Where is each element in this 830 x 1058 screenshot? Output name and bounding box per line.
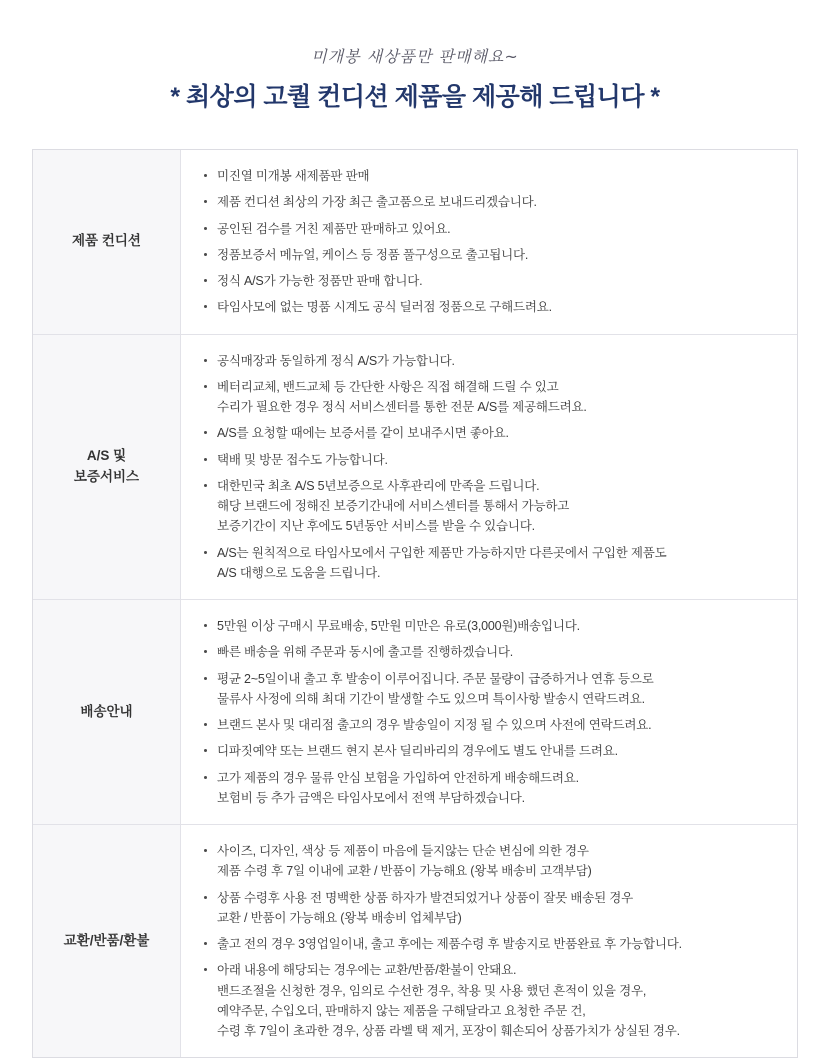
- list-item: 공인된 검수를 거친 제품만 판매하고 있어요.: [203, 219, 779, 239]
- bullet-list: [203, 351, 779, 584]
- table-row: [33, 335, 797, 601]
- list-item: 정식 A/S가 가능한 정품만 판매 합니다.: [203, 271, 779, 291]
- row-body-product-condition: [181, 150, 797, 334]
- bullet-list: [203, 166, 779, 318]
- table-row: [33, 825, 797, 1057]
- list-item: 사이즈, 디자인, 색상 등 제품이 마음에 들지않는 단순 변심에 의한 경우 제품 수령 후 7일 이내에 교환 / 반품이 가능해요 (왕복 배송비 고객부담): [203, 841, 779, 882]
- table-row: [33, 600, 797, 825]
- policy-table: [32, 149, 798, 1058]
- table-row: [33, 150, 797, 335]
- list-item: 공식매장과 동일하게 정식 A/S가 가능합니다.: [203, 351, 779, 371]
- list-item: 제품 컨디션 최상의 가장 최근 출고품으로 보내드리겠습니다.: [203, 192, 779, 212]
- row-label-shipping: 배송안내: [33, 600, 181, 824]
- page-title: * 최상의 고퀄 컨디션 제품을 제공해 드립니다 *: [170, 83, 660, 111]
- row-label-product-condition: 제품 컨디션: [33, 150, 181, 334]
- header-script-line: 미개봉 새상품만 판매해요~: [311, 47, 519, 66]
- list-item: 디파짓예약 또는 브랜드 현지 본사 딜리바리의 경우에도 별도 안내를 드려요.: [203, 741, 779, 761]
- list-item: A/S를 요청할 때에는 보증서를 같이 보내주시면 좋아요.: [203, 423, 779, 443]
- row-label-exchange-return-refund: 교환/반품/환불: [33, 825, 181, 1057]
- list-item: 대한민국 최초 A/S 5년보증으로 사후관리에 만족을 드립니다. 해당 브랜드에 정해진 보증기간내에 서비스센터를 통해서 가능하고 보증기간이 지난 후에도 5년동안 서비스를 받을 수 있습니다.: [203, 476, 779, 537]
- row-body-shipping: [181, 600, 797, 824]
- list-item: 브랜드 본사 및 대리점 출고의 경우 발송일이 지정 될 수 있으며 사전에 연락드려요.: [203, 715, 779, 735]
- page-header: [32, 0, 798, 113]
- list-item: 베터리교체, 밴드교체 등 간단한 사항은 직접 해결해 드릴 수 있고 수리가 필요한 경우 정식 서비스센터를 통한 전문 A/S를 제공해드려요.: [203, 377, 779, 418]
- list-item: 상품 수령후 사용 전 명백한 상품 하자가 발견되었거나 상품이 잘못 배송된 경우 교환 / 반품이 가능해요 (왕복 배송비 업체부담): [203, 888, 779, 929]
- row-body-exchange-return-refund: [181, 825, 797, 1057]
- bullet-list: [203, 616, 779, 808]
- bullet-list: [203, 841, 779, 1041]
- list-item: 아래 내용에 해당되는 경우에는 교환/반품/환불이 안돼요. 밴드조절을 신청한 경우, 임의로 수선한 경우, 착용 및 사용 했던 흔적이 있을 경우, 예약주문, 수입오더, 판매하지 않는 제품을 구해달라고 요청한 주문 건, 수령 후 7일이 초과한 경우, 상품 라벨 택 제거, 포장이 훼손되어 상품가치가 상실된 경우.: [203, 960, 779, 1041]
- list-item: A/S는 원칙적으로 타임사모에서 구입한 제품만 가능하지만 다른곳에서 구입한 제품도 A/S 대행으로 도움을 드립니다.: [203, 543, 779, 584]
- row-label-line: A/S 및: [86, 447, 127, 463]
- list-item: 미진열 미개봉 새제품판 판매: [203, 166, 779, 186]
- list-item: 평균 2~5일이내 출고 후 발송이 이루어집니다. 주문 물량이 급증하거나 연휴 등으로 물류사 사정에 의해 최대 기간이 발생할 수도 있으며 특이사항 발송시 연락드려요.: [203, 669, 779, 710]
- list-item: 정품보증서 메뉴얼, 케이스 등 정품 풀구성으로 출고됩니다.: [203, 245, 779, 265]
- row-label-as-warranty: [33, 335, 181, 600]
- row-label-line: 보증서비스: [73, 468, 140, 484]
- row-body-as-warranty: [181, 335, 797, 600]
- list-item: 택배 및 방문 접수도 가능합니다.: [203, 450, 779, 470]
- list-item: 고가 제품의 경우 물류 안심 보험을 가입하여 안전하게 배송해드려요. 보험비 등 추가 금액은 타임사모에서 전액 부담하겠습니다.: [203, 768, 779, 809]
- list-item: 타임사모에 없는 명품 시계도 공식 딜러점 정품으로 구해드려요.: [203, 297, 779, 317]
- list-item: 5만원 이상 구매시 무료배송, 5만원 미만은 유로(3,000원)배송입니다.: [203, 616, 779, 636]
- list-item: 출고 전의 경우 3영업일이내, 출고 후에는 제품수령 후 발송지로 반품완료 후 가능합니다.: [203, 934, 779, 954]
- list-item: 빠른 배송을 위해 주문과 동시에 출고를 진행하겠습니다.: [203, 642, 779, 662]
